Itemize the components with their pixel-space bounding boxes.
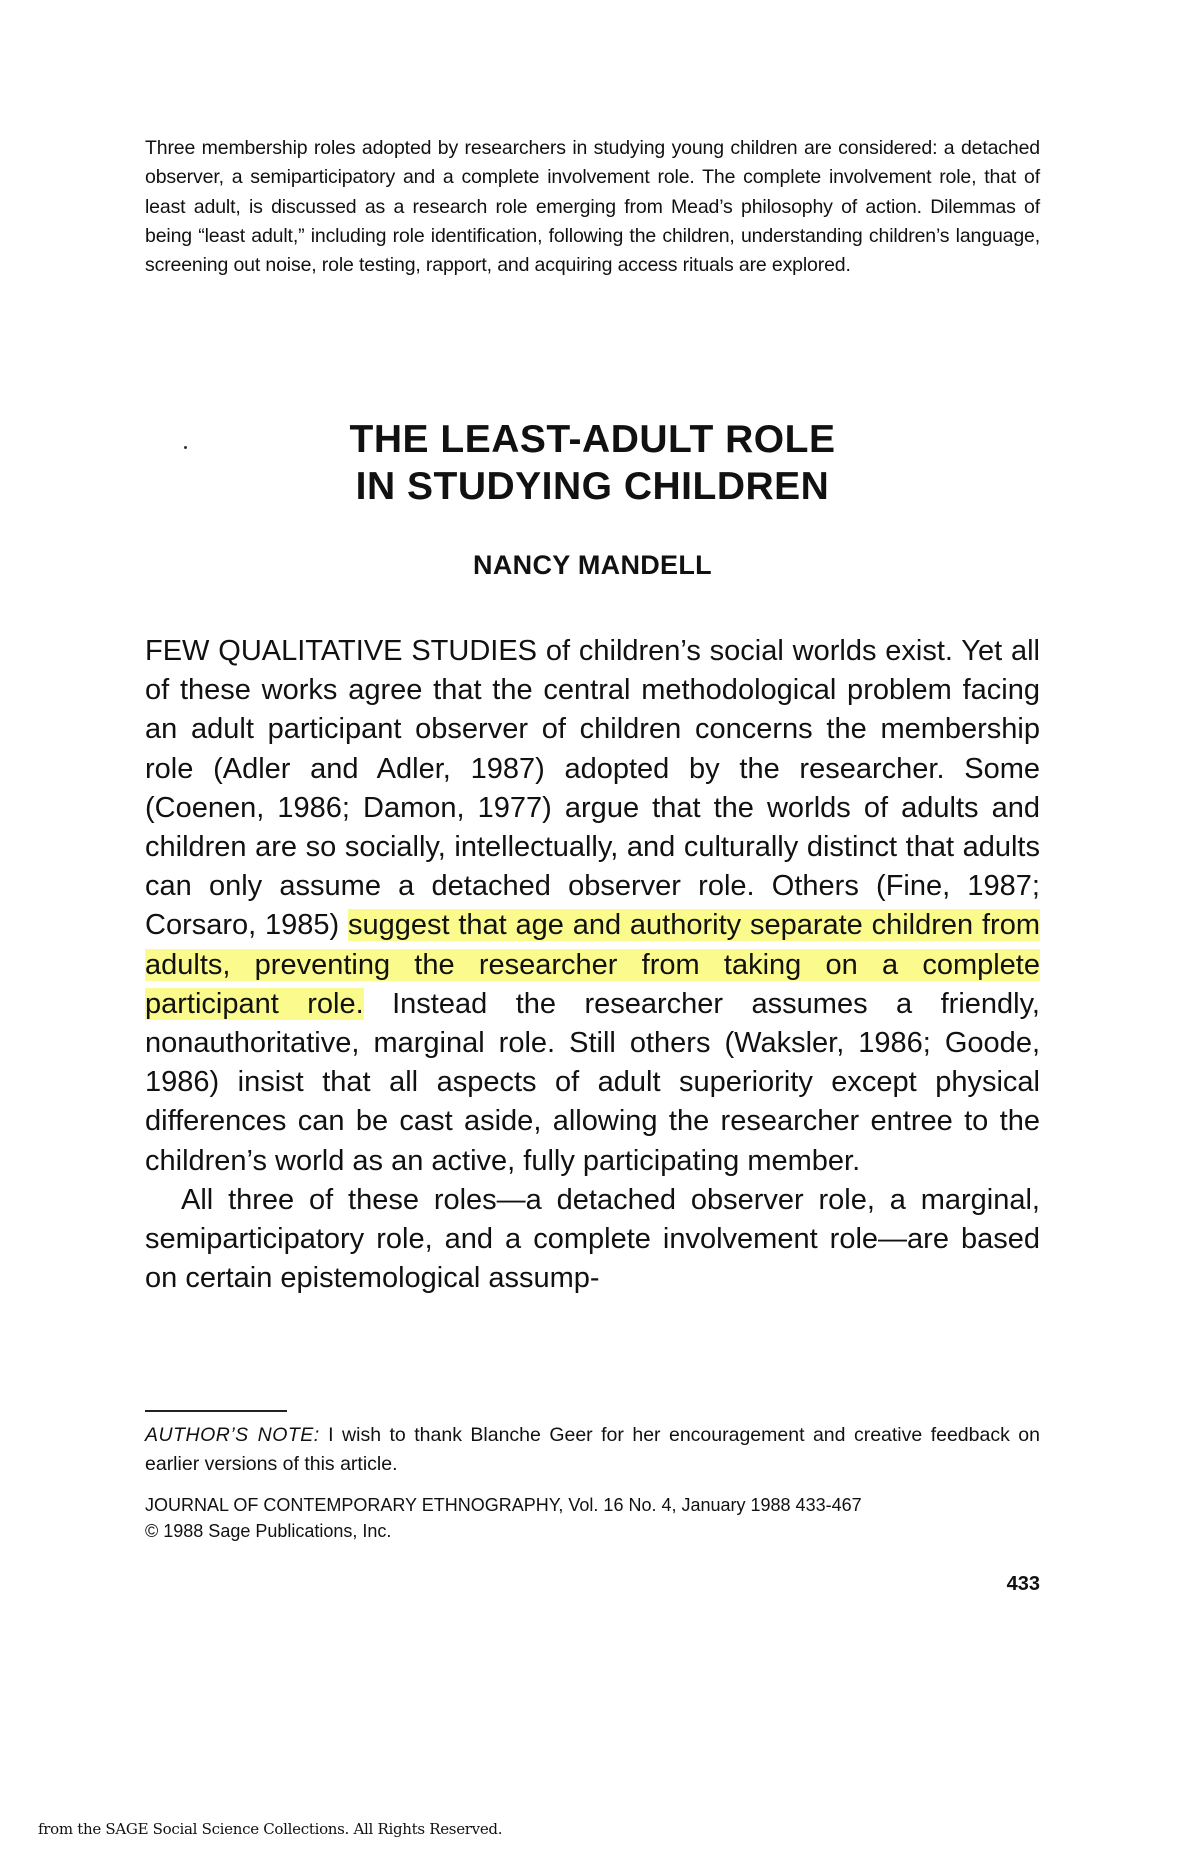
paragraph-1 [145,632,1040,1181]
author-note [145,1421,1040,1479]
author-note-lead: AUTHOR’S NOTE: [145,1424,320,1446]
journal-citation [145,1492,1040,1544]
title-line-1: THE LEAST-ADULT ROLE [349,418,836,461]
source-watermark: from the SAGE Social Science Collections. All Rights Reserved. [38,1820,503,1838]
paragraph-1-text-before: FEW QUALITATIVE STUDIES of children’s social worlds exist. Yet all of these works agree that the central methodological problem facing an adult participant observer of children concerns the membership role (Adler and Adler, 1987) adopted by the researcher. Some (Coenen, 1986; Damon, 1977) argue that the worlds of adults and children are so socially, intellectually, and culturally distinct that adults can only assume a detached observer role. Others (Fine, 1987; Corsaro, 1985) [145,635,1040,942]
author-note-text: I wish to thank Blanche Geer for her encouragement and creative feedback on earlier versions of this article. [145,1424,1040,1475]
author-name: NANCY MANDELL [473,550,712,580]
body-text [145,632,1040,1298]
abstract: Three membership roles adopted by researchers in studying young children are considered: a detached observer, a semiparticipatory and a complete involvement role. The complete involvement role, that of least adult, is discussed as a research role emerging from Mead’s philosophy of action. Dilemmas of being “least adult,” including role identification, following the children, understanding children’s language, screening out noise, role testing, rapport, and acquiring access rituals are explored. [145,137,1040,277]
highlighted-text: suggest that age and authority separate children from adults, preventing the researcher from taking on a complete participant role. [145,909,1040,1020]
title-line-2: IN STUDYING CHILDREN [355,465,830,508]
footnote-rule [145,1410,287,1412]
paragraph-1-text-after: Instead the researcher assumes a friendly, nonauthoritative, marginal role. Still others (Waksler, 1986; Goode, 1986) insist that all aspects of adult superiority except physical differences can be cast aside, allowing the researcher entree to the children’s world as an active, fully participating member. [145,987,1040,1177]
journal-line-2: © 1988 Sage Publications, Inc. [145,1521,392,1541]
journal-line-1: JOURNAL OF CONTEMPORARY ETHNOGRAPHY, Vol. 16 No. 4, January 1988 433-467 [145,1495,862,1515]
article-title [145,416,1040,510]
page-number: 433 [1006,1573,1040,1595]
paragraph-2: All three of these roles—a detached observer role, a marginal, semiparticipatory role, and a complete involvement role—are based on certain epistemological assump- [145,1183,1040,1295]
